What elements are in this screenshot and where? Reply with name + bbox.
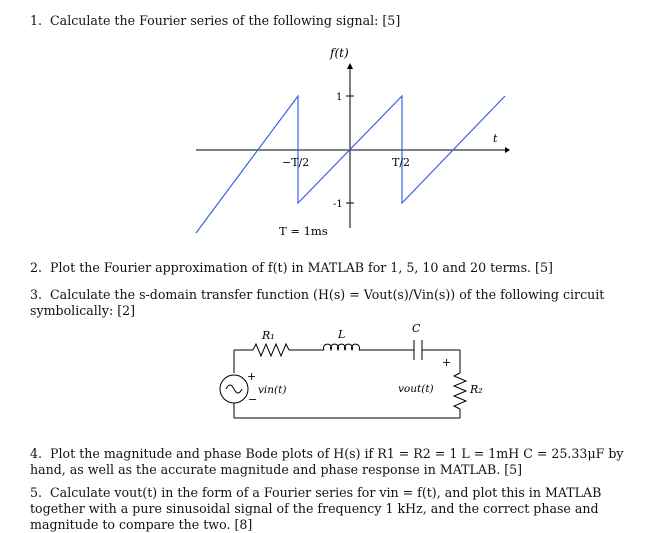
c-label: C [412,322,421,335]
source-plus: + [247,370,257,383]
vout-label: vout(t) [398,383,434,395]
vout-plus: + [442,356,452,369]
period-note: T = 1ms [279,224,328,238]
question-text: Calculate the Fourier series of the following signal: [5] [50,13,401,28]
x-axis-arrow [505,147,510,153]
r1-label: R₁ [262,329,275,342]
tick-label-one: 1 [336,92,343,103]
inductor-l [324,344,360,350]
question-text: Calculate vout(t) in the form of a Fourier series for vin = f(t), and plot this in MATLAB together with a pure sinusoidal signal of the frequency 1 kHz, and the correct phase and magnitude to compare the two. [8] [30,485,602,532]
question-4 [30,446,659,478]
question-number: 4. [30,446,43,461]
question-number: 1. [30,13,43,28]
question-text: Plot the magnitude and phase Bode plots of H(s) if R1 = R2 = 1 L = 1mH C = 25.33μF by hand, as well as the accurate magnitude and phase response in MATLAB. [5] [30,446,624,477]
sawtooth-signal [196,96,505,233]
question-number: 3. [30,287,43,302]
question-2 [30,260,659,276]
question-1 [30,13,659,29]
y-axis-label: f(t) [330,46,349,60]
x-axis-label: t [493,132,498,145]
question-text: Plot the Fourier approximation of f(t) in MATLAB for 1, 5, 10 and 20 terms. [5] [50,260,553,275]
question-number: 5. [30,485,43,500]
resistor-r1 [253,344,289,356]
sine-glyph [226,385,242,393]
r2-label: R₂ [470,383,483,396]
resistor-r2 [454,373,466,409]
tick-label-neg-half: −T/2 [282,156,310,169]
vin-label: vin(t) [258,384,287,396]
ac-source [220,375,248,403]
l-label: L [338,328,346,341]
tick-label-pos-half: T/2 [392,156,411,169]
question-text: Calculate the s-domain transfer function (H(s) = Vout(s)/Vin(s)) of the following circuit symbolically: [2] [30,287,605,318]
question-5 [30,485,659,533]
source-minus: − [248,393,258,406]
y-axis-arrow [347,63,353,69]
tick-label-neg-one: -1 [333,199,343,210]
question-number: 2. [30,260,43,275]
question-3 [30,287,659,319]
